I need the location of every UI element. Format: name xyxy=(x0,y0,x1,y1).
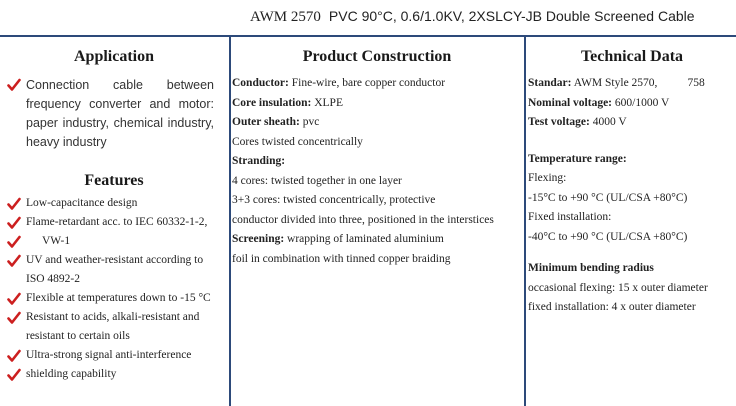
outer-sheath-label: Outer sheath: xyxy=(232,116,300,128)
checkmark-icon xyxy=(7,78,21,92)
checkmark-icon xyxy=(7,311,21,325)
bending-occasional: occasional flexing: 15 x outer diameter xyxy=(528,281,708,294)
feature-item-continued xyxy=(0,327,228,346)
conductor-label: Conductor: xyxy=(232,77,289,89)
outer-sheath-value: pvc xyxy=(299,116,320,128)
checkmark-icon xyxy=(7,216,21,230)
document-title xyxy=(250,8,695,26)
feature-text: Low-capacitance design xyxy=(26,197,138,209)
feature-item xyxy=(0,251,228,270)
screening-label: Screening: xyxy=(232,233,285,245)
standar-number: 758 xyxy=(687,77,705,89)
stranding-3-3-cores-cont: conductor divided into three, positioned in the interstices xyxy=(232,213,494,226)
conductor-row xyxy=(232,74,522,94)
test-voltage-row xyxy=(528,113,736,133)
stranding-3-3-cores: 3+3 cores: twisted concentrically, protective xyxy=(232,194,436,206)
application-heading: Application xyxy=(73,48,154,65)
test-voltage-value: 4000 V xyxy=(589,116,627,128)
feature-item xyxy=(0,365,228,384)
feature-text: Flexible at temperatures down to -15 °C xyxy=(26,292,211,304)
temperature-range-label: Temperature range: xyxy=(528,152,627,165)
feature-item xyxy=(0,232,228,251)
feature-item-continued xyxy=(0,270,228,289)
features-heading: Features xyxy=(84,172,144,189)
feature-text: UV and weather-resistant according to xyxy=(26,254,204,266)
product-construction-column xyxy=(232,36,522,269)
feature-item xyxy=(0,346,228,365)
fixed-installation-value: -40°C to +90 °C (UL/CSA +80°C) xyxy=(528,230,688,243)
standar-label: Standar: xyxy=(528,77,572,89)
feature-text: Resistant to acids, alkali-resistant and xyxy=(26,311,200,323)
feature-item xyxy=(0,289,228,308)
checkmark-icon xyxy=(7,292,21,306)
column-divider-2 xyxy=(524,35,526,406)
screening-value: wrapping of laminated aluminium xyxy=(284,233,444,245)
stranding-label: Stranding: xyxy=(232,155,286,167)
technical-data-heading: Technical Data xyxy=(580,48,684,65)
outer-sheath-row xyxy=(232,113,522,133)
feature-text: VW-1 xyxy=(42,235,71,247)
nominal-voltage-value: 600/1000 V xyxy=(612,96,670,109)
core-insulation-value: XLPE xyxy=(311,96,343,109)
core-insulation-label: Core insulation: xyxy=(232,96,312,109)
title-part-1: AWM 2570 xyxy=(250,9,321,25)
feature-text: shielding capability xyxy=(26,368,117,380)
application-text: Connection cable between frequency converter and motor: paper industry, chemical industry, heavy industry xyxy=(26,78,214,149)
feature-text: Flame-retardant acc. to IEC 60332-1-2, xyxy=(26,216,208,228)
nominal-voltage-label: Nominal voltage: xyxy=(528,96,613,109)
application-item xyxy=(0,76,228,152)
flexing-value: -15°C to +90 °C (UL/CSA +80°C) xyxy=(528,191,688,204)
flexing-label: Flexing: xyxy=(528,172,567,184)
feature-text: resistant to certain oils xyxy=(26,330,130,342)
feature-text: Ultra-strong signal anti-interference xyxy=(26,349,192,361)
checkmark-icon xyxy=(7,235,21,249)
checkmark-icon xyxy=(7,368,21,382)
bending-fixed: fixed installation: 4 x outer diameter xyxy=(528,301,696,313)
feature-text: ISO 4892-2 xyxy=(26,273,80,285)
cores-twisted-text: Cores twisted concentrically xyxy=(232,135,363,148)
features-list xyxy=(0,194,228,384)
test-voltage-label: Test voltage: xyxy=(528,116,590,128)
feature-item xyxy=(0,194,228,213)
standar-value: AWM Style 2570, xyxy=(571,77,658,89)
application-column xyxy=(0,36,228,384)
feature-item xyxy=(0,213,228,232)
screening-row xyxy=(232,230,522,250)
standar-row xyxy=(528,74,736,94)
checkmark-icon xyxy=(7,349,21,363)
nominal-voltage-row xyxy=(528,94,736,114)
technical-data-column xyxy=(528,36,736,318)
core-insulation-row xyxy=(232,94,522,114)
bending-radius-label: Minimum bending radius xyxy=(528,262,654,274)
checkmark-icon xyxy=(7,197,21,211)
fixed-installation-label: Fixed installation: xyxy=(528,211,612,223)
product-construction-heading: Product Construction xyxy=(302,48,452,65)
screening-value-cont: foil in combination with tinned copper braiding xyxy=(232,252,451,265)
checkmark-icon xyxy=(7,254,21,268)
conductor-value: Fine-wire, bare copper conductor xyxy=(288,77,446,89)
feature-item xyxy=(0,308,228,327)
title-part-2: PVC 90°C, 0.6/1.0KV, 2XSLCY-JB Double Screened Cable xyxy=(328,8,695,24)
column-divider-1 xyxy=(229,35,231,406)
stranding-4-cores: 4 cores: twisted together in one layer xyxy=(232,174,402,187)
